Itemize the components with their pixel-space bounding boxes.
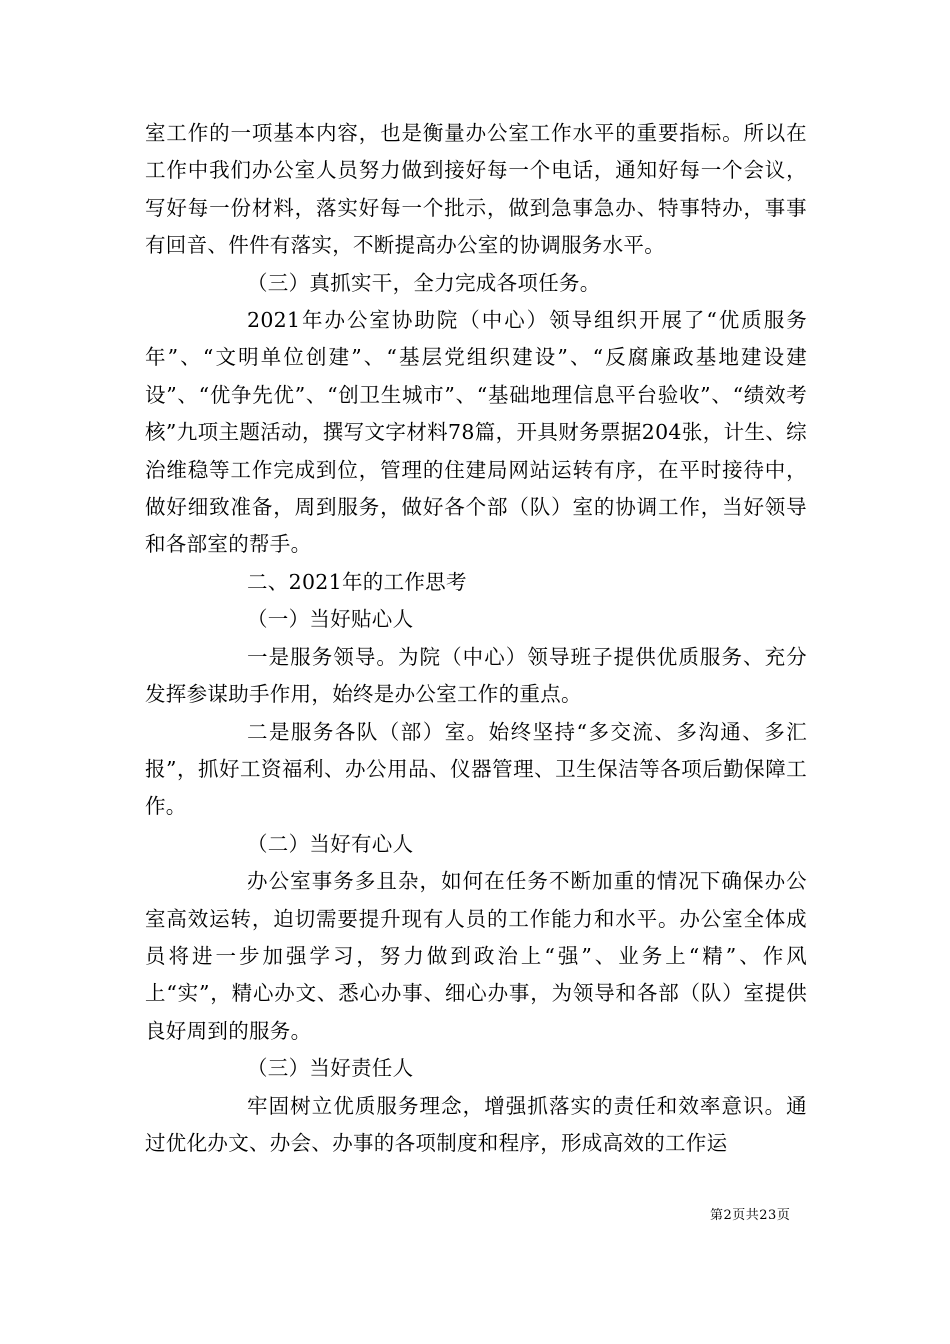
section-heading-2: 二、2021年的工作思考 [247, 569, 467, 594]
paragraph-continuation: 室工作的一项基本内容，也是衡量办公室工作水平的重要指标。所以在工作中我们办公室人员努力做到接好每一个电话，通知好每一个会议，写好每一份材料，落实好每一个批示，做到急事急办、特事特办，事事有回音、件件有落实，不断提高办公室的协调服务水平。 [145, 121, 807, 258]
page-number-footer: 第2页共23页 [710, 1208, 791, 1223]
paragraph-2021-tasks: 2021年办公室协助院（中心）领导组织开展了“优质服务年”、“文明单位创建”、“基层党组织建设”、“反腐廉政基地建设建设”、“优争先优”、“创卫生城市”、“基础地理信息平台验收”、“绩效考核”九项主题活动，撰写文字材料78篇，开具财务票据204张，计生、综治维稳等工作完成到位，管理的住建局网站运转有序，在平时接待中，做好细致准备，周到服务，做好各个部（队）室的协调工作，当好领导和各部室的帮手。 [145, 308, 807, 557]
section-heading-2-2: （二）当好有心人 [247, 831, 414, 856]
paragraph-office-affairs: 办公室事务多且杂，如何在任务不断加重的情况下确保办公室高效运转，迫切需要提升现有人员的工作能力和水平。办公室全体成员将进一步加强学习，努力做到政治上“强”、业务上“精”、作风上“实”，精心办文、悉心办事、细心办事，为领导和各部（队）室提供良好周到的服务。 [145, 869, 807, 1043]
section-heading-2-1: （一）当好贴心人 [247, 607, 414, 632]
paragraph-serve-teams: 二是服务各队（部）室。始终坚持“多交流、多沟通、多汇报”，抓好工资福利、办公用品、仪器管理、卫生保洁等各项后勤保障工作。 [145, 719, 807, 819]
paragraph-serve-leaders: 一是服务领导。为院（中心）领导班子提供优质服务、充分发挥参谋助手作用，始终是办公室工作的重点。 [145, 644, 807, 707]
document-body [145, 115, 807, 1162]
paragraph-responsibility: 牢固树立优质服务理念，增强抓落实的责任和效率意识。通过优化办文、办会、办事的各项制度和程序，形成高效的工作运 [145, 1093, 807, 1155]
section-heading-3-1: （三）真抓实干，全力完成各项任务。 [247, 270, 601, 295]
section-heading-2-3: （三）当好责任人 [247, 1056, 414, 1081]
